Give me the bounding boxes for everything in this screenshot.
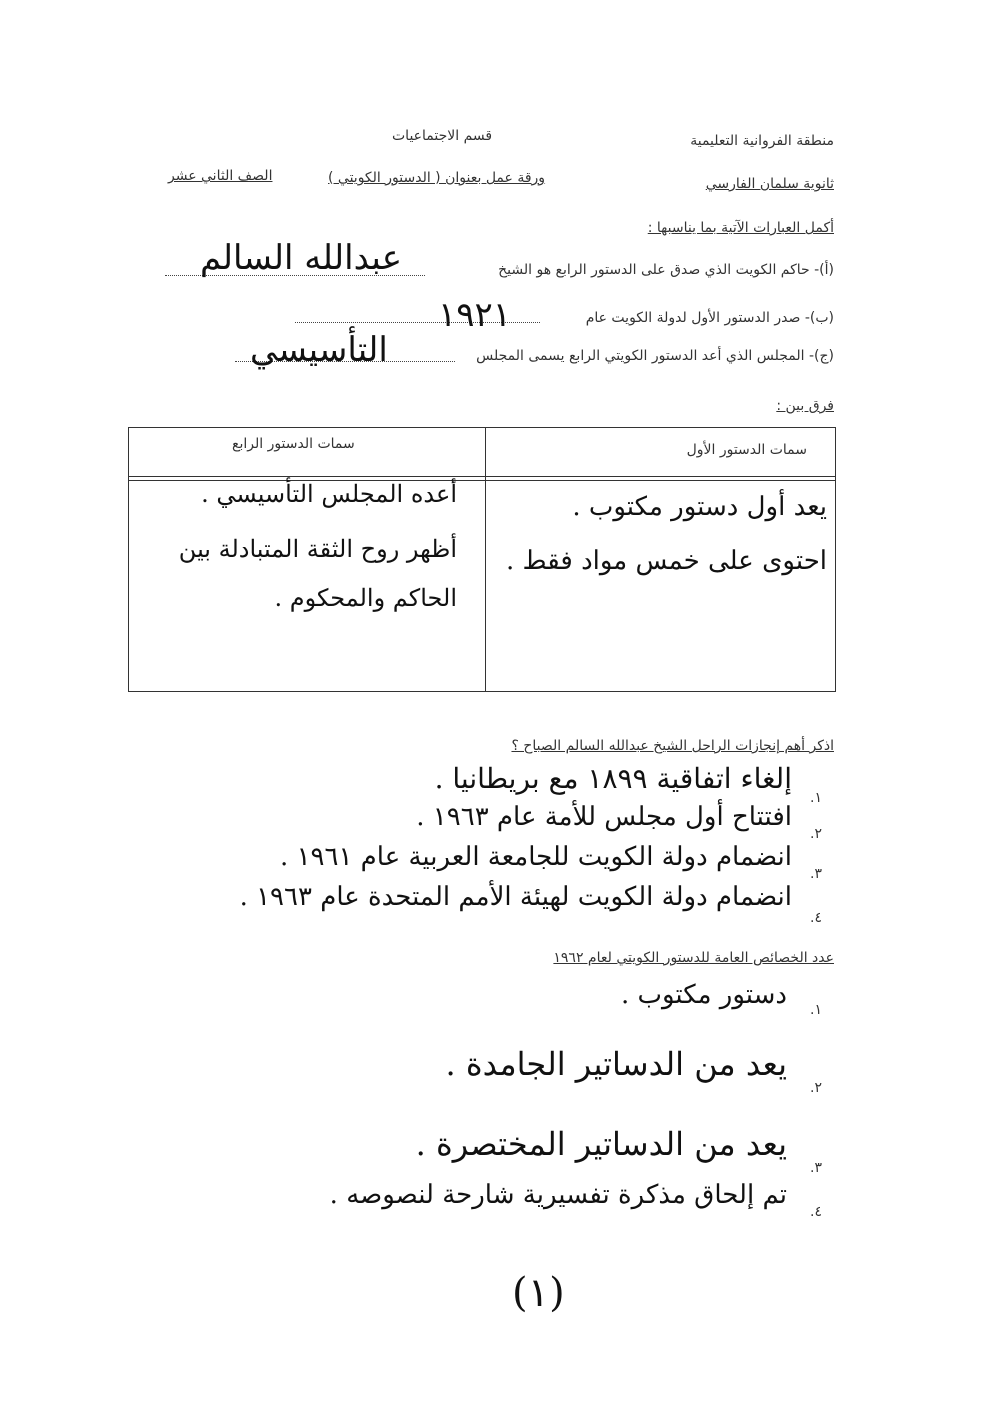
characteristic-3-answer: يعد من الدساتير المختصرة . xyxy=(415,1125,787,1163)
table-header-fourth-constitution: سمات الدستور الرابع xyxy=(232,436,355,452)
achievement-4-answer: انضمام دولة الكويت لهيئة الأمم المتحدة عام ١٩٦٣ . xyxy=(239,882,792,912)
achievement-2-number: ٢. xyxy=(810,826,822,842)
section1-heading: أكمل العبارات الآتية بما يناسبها : xyxy=(647,220,834,236)
grade-label: الصف الثاني عشر xyxy=(168,168,273,184)
table-column-divider xyxy=(485,428,486,691)
fill-item-c-prompt: (ج)- المجلس الذي أعد الدستور الكويتي الرابع يسمى المجلس xyxy=(476,348,834,364)
achievement-3-answer: انضمام دولة الكويت للجامعة العربية عام ١٩٦١ . xyxy=(280,842,792,872)
achievement-1-answer: إلغاء اتفاقية ١٨٩٩ مع بريطانيا . xyxy=(434,762,792,795)
fill-item-a-prompt: (أ)- حاكم الكويت الذي صدق على الدستور الرابع هو الشيخ xyxy=(498,262,834,278)
fourth-constitution-answer-3: الحاكم والمحكوم . xyxy=(274,584,457,612)
first-constitution-answer-1: يعد أول دستور مكتوب . xyxy=(572,492,827,522)
page-number: (١) xyxy=(512,1270,565,1316)
achievement-2-answer: افتتاح أول مجلس للأمة عام ١٩٦٣ . xyxy=(416,802,792,832)
fourth-constitution-answer-1: أعده المجلس التأسيسي . xyxy=(201,480,457,508)
section3-heading: اذكر أهم إنجازات الراحل الشيخ عبدالله السالم الصباح ؟ xyxy=(511,738,834,754)
characteristic-1-number: ١. xyxy=(810,1002,822,1018)
section4-heading: عدد الخصائص العامة للدستور الكويتي لعام ١٩٦٢ xyxy=(553,950,834,966)
fill-item-a-answer: عبدالله السالم xyxy=(200,238,402,278)
fill-item-b-answer: ١٩٢١ xyxy=(438,295,512,335)
fourth-constitution-answer-2: أظهر روح الثقة المتبادلة بين xyxy=(178,535,457,563)
table-header-divider xyxy=(129,476,835,477)
fill-item-c-answer: التأسيسي xyxy=(250,330,388,370)
department-name: قسم الاجتماعيات xyxy=(392,128,493,144)
achievement-4-number: ٤. xyxy=(810,910,822,926)
characteristic-1-answer: دستور مكتوب . xyxy=(620,980,787,1010)
school-name: ثانوية سلمان الفارسي xyxy=(705,176,834,192)
table-header-first-constitution: سمات الدستور الأول xyxy=(686,442,807,458)
characteristic-2-number: ٢. xyxy=(810,1080,822,1096)
characteristic-2-answer: يعد من الدساتير الجامدة . xyxy=(445,1045,787,1083)
characteristic-4-number: ٤. xyxy=(810,1204,822,1220)
worksheet-title: ورقة عمل بعنوان ( الدستور الكويتي ) xyxy=(328,170,546,186)
characteristic-3-number: ٣. xyxy=(810,1160,822,1176)
district-name: منطقة الفروانية التعليمية xyxy=(690,133,834,149)
fill-item-b-prompt: (ب)- صدر الدستور الأول لدولة الكويت عام xyxy=(585,310,834,326)
achievement-3-number: ٣. xyxy=(810,866,822,882)
achievement-1-number: ١. xyxy=(810,790,822,806)
characteristic-4-answer: تم إلحاق مذكرة تفسيرية شارحة لنصوصه . xyxy=(329,1180,787,1210)
first-constitution-answer-2: احتوى على خمس مواد فقط . xyxy=(506,546,827,576)
section2-heading: فرق بين : xyxy=(776,398,834,414)
